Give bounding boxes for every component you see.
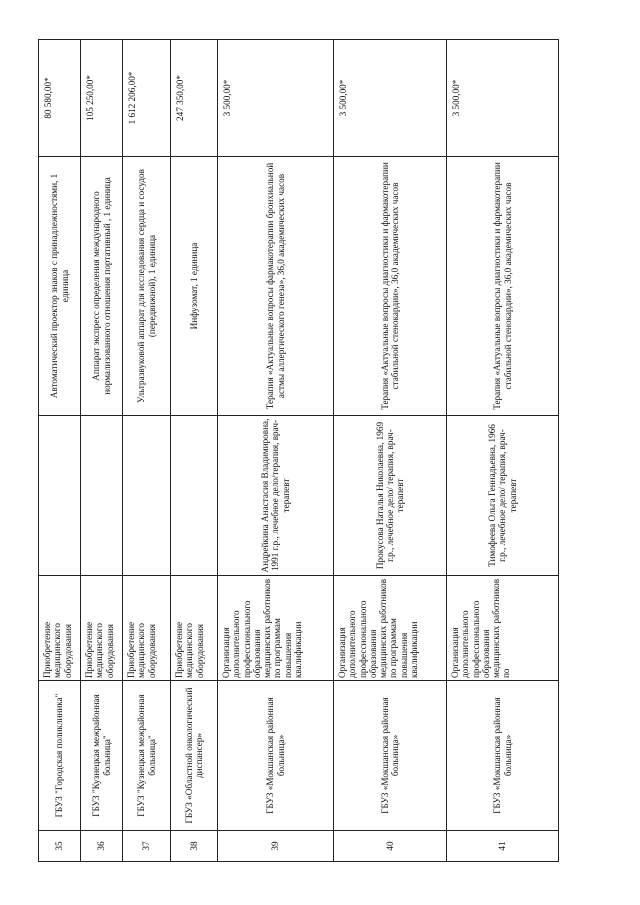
activity-cell: Приобретение медицинского оборудования: [81, 576, 123, 681]
table-row: [39, 40, 81, 862]
organization-cell: ГБУЗ «Мокшанская районная больница»: [218, 681, 334, 831]
organization-cell: ГБУЗ «Мокшанская районная больница»: [334, 681, 447, 831]
table-row: [334, 40, 447, 862]
organization-cell: ГБУЗ "Кузнецкая межрайонная больница": [123, 681, 171, 831]
activity-cell: Приобретение медицинского оборудования: [39, 576, 81, 681]
activity-cell: Организация дополнительного профессионального образования медицинских работников по программам повышения квалификации: [334, 576, 447, 681]
row-number: 39: [218, 831, 334, 862]
organization-cell: ГБУЗ "Городская поликлиника": [39, 681, 81, 831]
person-cell: [171, 416, 218, 576]
activity-cell: Организация дополнительного профессионального образования медицинских работников по программам повышения квалификации: [218, 576, 334, 681]
row-number: 40: [334, 831, 447, 862]
table-row: [447, 40, 559, 862]
amount-cell: 3 500,00*: [447, 40, 559, 157]
description-cell: Инфузомат, 1 единица: [171, 157, 218, 416]
row-number: 37: [123, 831, 171, 862]
row-number: 41: [447, 831, 559, 862]
person-cell: [81, 416, 123, 576]
row-number: 35: [39, 831, 81, 862]
table-row: [171, 40, 218, 862]
amount-cell: 247 350,00*: [171, 40, 218, 157]
table-row: [81, 40, 123, 862]
table-row: [123, 40, 171, 862]
funding-table: [38, 39, 559, 862]
person-cell: Тимофеева Ольга Геннадьевна, 1966 г.р., лечебное дело/ терапия, врач-терапевт: [447, 416, 559, 576]
activity-cell: Приобретение медицинского оборудования: [123, 576, 171, 681]
description-cell: Аппарат экспресс определения международного нормализованного отношения портативный , 1 единица: [81, 157, 123, 416]
activity-cell: Приобретение медицинского оборудования: [171, 576, 218, 681]
description-cell: Терапия «Актуальные вопросы диагностики и фармакотерапии стабильной стенокардии», 36,0 академических часов: [334, 157, 447, 416]
organization-cell: ГБУЗ "Кузнецкая межрайонная больница": [81, 681, 123, 831]
description-cell: Терапия «Актуальные вопросы фармакотерапии бронхиальной астмы аллергического генеза», 36,0 академических часов: [218, 157, 334, 416]
amount-cell: 3 500,00*: [334, 40, 447, 157]
rotated-table-container: [38, 40, 558, 862]
amount-cell: 3 500,00*: [218, 40, 334, 157]
table-row: [218, 40, 334, 862]
activity-cell: Организация дополнительного профессионального образования медицинских работников по: [447, 576, 559, 681]
description-cell: Терапия «Актуальные вопросы диагностики и фармакотерапии стабильной стенокардии», 36,0 академических часов: [447, 157, 559, 416]
amount-cell: 1 612 206,00*: [123, 40, 171, 157]
organization-cell: ГБУЗ «Областной онкологический диспансер»: [171, 681, 218, 831]
person-cell: [123, 416, 171, 576]
amount-cell: 80 580,00*: [39, 40, 81, 157]
person-cell: [39, 416, 81, 576]
row-number: 36: [81, 831, 123, 862]
organization-cell: ГБУЗ «Мокшанская районная больница»: [447, 681, 559, 831]
description-cell: Ультразвуковой аппарат для исследования сердца и сосудов (передвижной), 1 единица: [123, 157, 171, 416]
description-cell: Автоматический проектор знаков с принадлежностями, 1 единица: [39, 157, 81, 416]
person-cell: Прокусова Наталья Николаевна, 1969 г.р., лечебное дело/ терапия, врач-терапевт: [334, 416, 447, 576]
amount-cell: 105 250,00*: [81, 40, 123, 157]
person-cell: Андрейкина Анастасия Владимировна, 1991 г.р., лечебное дело/терапия, врач-терапевт: [218, 416, 334, 576]
row-number: 38: [171, 831, 218, 862]
